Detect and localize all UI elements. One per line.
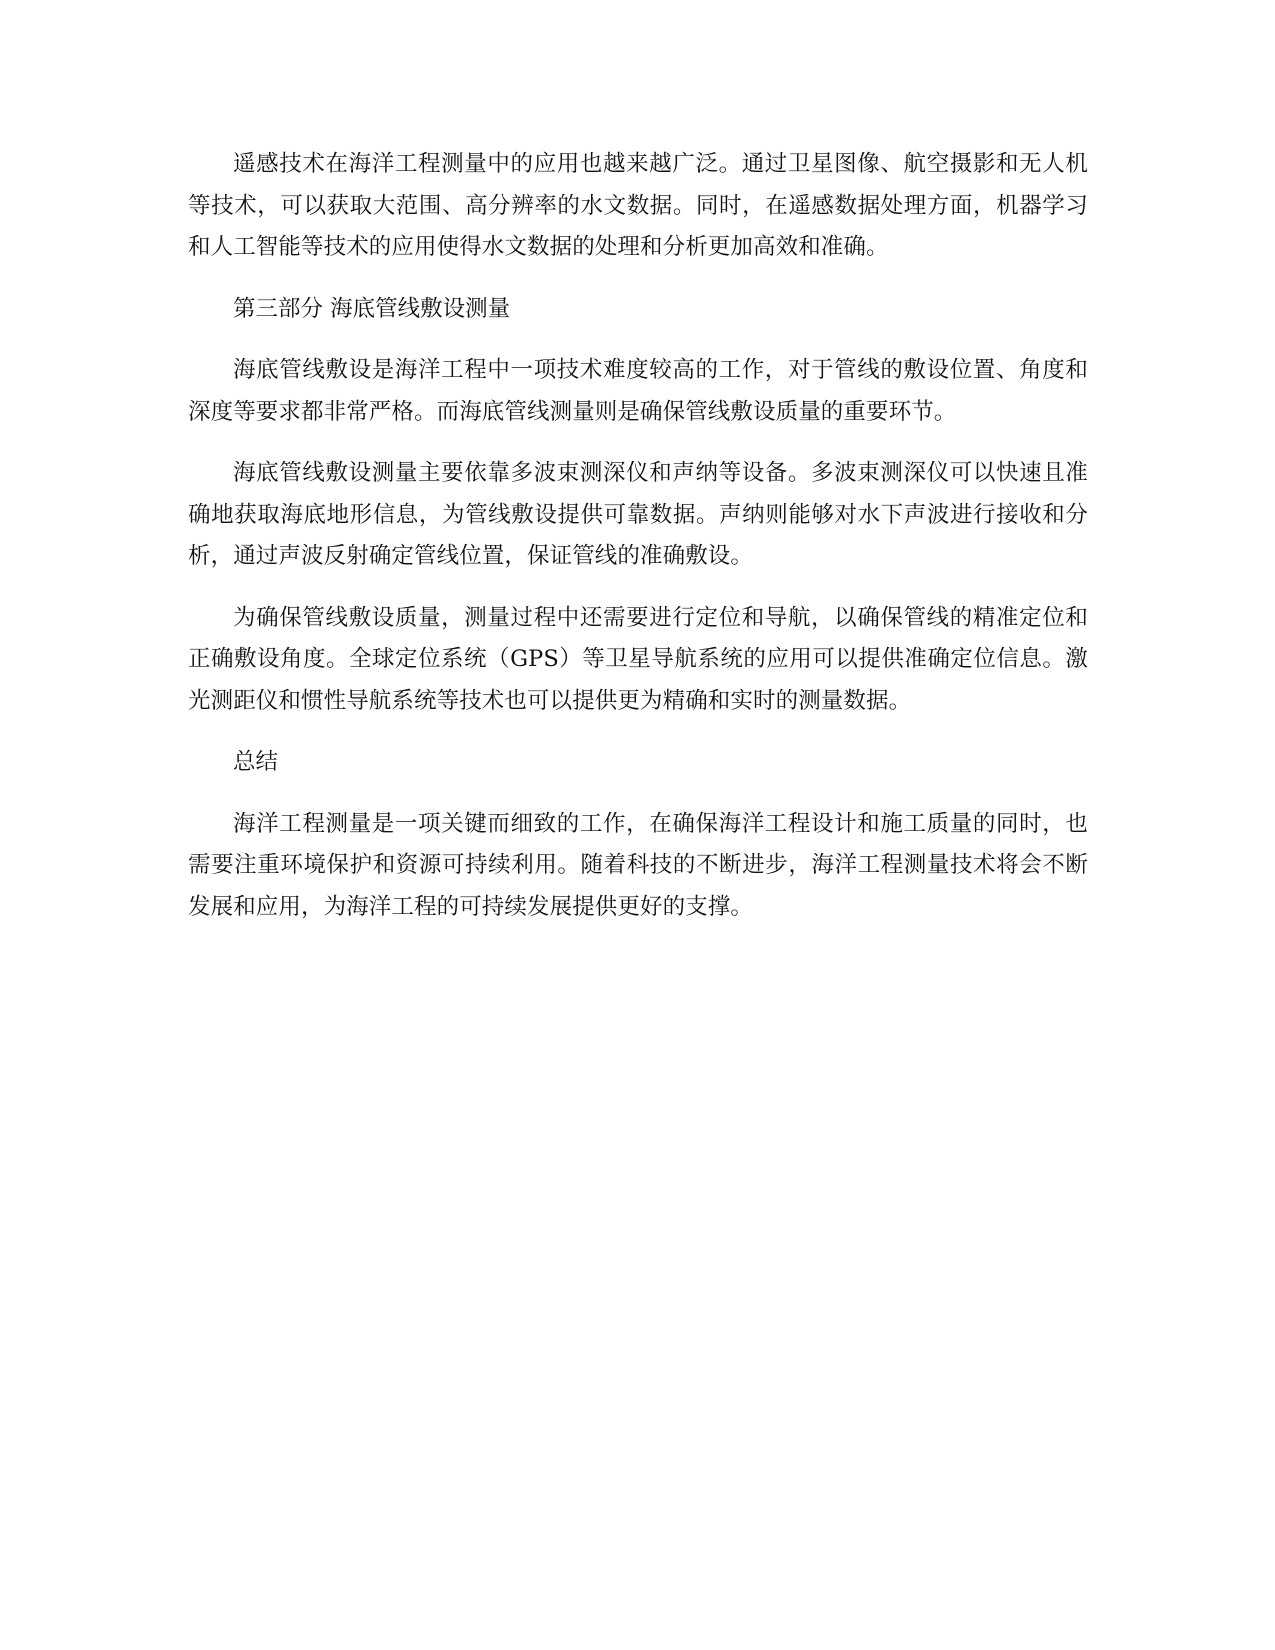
paragraph-pipeline-equipment: 海底管线敷设测量主要依靠多波束测深仪和声纳等设备。多波束测深仪可以快速且准确地获取海底地形信息，为管线敷设提供可靠数据。声纳则能够对水下声波进行接收和分析，通过声波反射确定管线位置，保证管线的准确敷设。 [188,460,1088,569]
paragraph-pipeline-intro: 海底管线敷设是海洋工程中一项技术难度较高的工作，对于管线的敷设位置、角度和深度等要求都非常严格。而海底管线测量则是确保管线敷设质量的重要环节。 [188,357,1088,425]
paragraph-remote-sensing: 遥感技术在海洋工程测量中的应用也越来越广泛。通过卫星图像、航空摄影和无人机等技术，可以获取大范围、高分辨率的水文数据。同时，在遥感数据处理方面，机器学习和人工智能等技术的应用使得水文数据的处理和分析更加高效和准确。 [188,151,1088,260]
document-body [188,144,1088,948]
paragraph-summary: 海洋工程测量是一项关键而细致的工作，在确保海洋工程设计和施工质量的同时，也需要注重环境保护和资源可持续利用。随着科技的不断进步，海洋工程测量技术将会不断发展和应用，为海洋工程的可持续发展提供更好的支撑。 [188,810,1088,920]
paragraph-pipeline-positioning: 为确保管线敷设质量，测量过程中还需要进行定位和导航，以确保管线的精准定位和正确敷设角度。全球定位系统（GPS）等卫星导航系统的应用可以提供准确定位信息。激光测距仪和惯性导航系统等技术也可以提供更为精确和实时的测量数据。 [188,604,1088,714]
section-heading-summary: 总结 [233,749,279,775]
section-heading-part-three: 第三部分 海底管线敷设测量 [233,295,511,322]
